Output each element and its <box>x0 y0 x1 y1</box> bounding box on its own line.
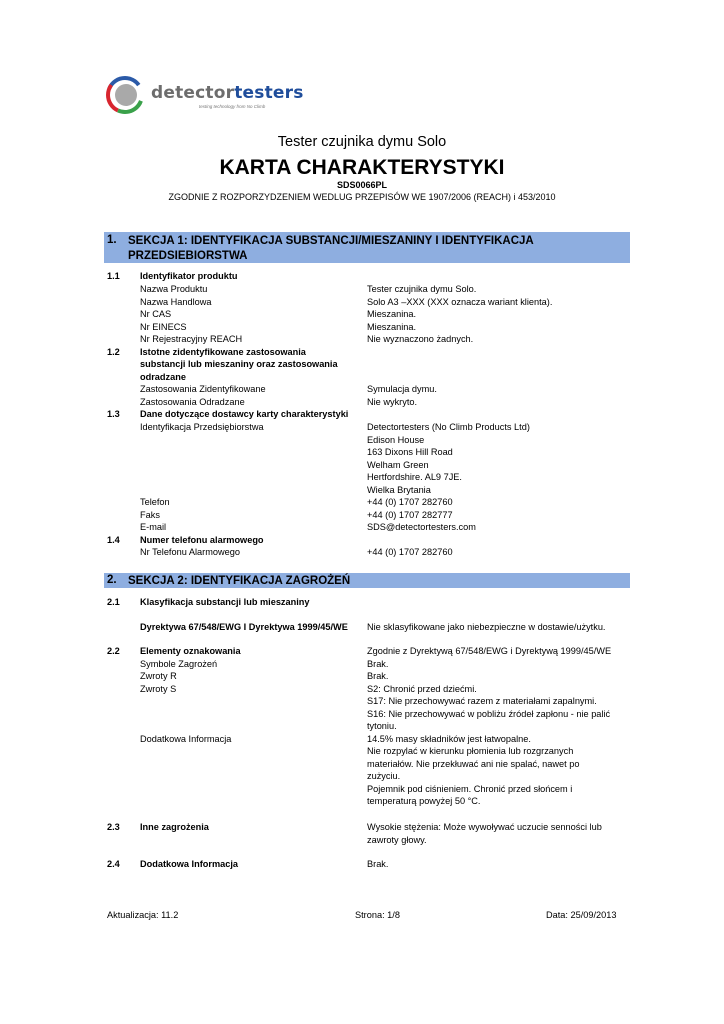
product-title: Tester czujnika dymu Solo <box>277 134 447 150</box>
address-line: Wielka Brytania <box>367 485 431 495</box>
field-label: Nr EINECS <box>140 322 187 332</box>
subsection-number: 2.3 <box>107 822 120 832</box>
section-2-header <box>104 573 630 588</box>
info-line: zawroty głowy. <box>367 835 427 845</box>
field-value: Brak. <box>367 659 389 669</box>
subsection-heading: odradzane <box>140 372 186 382</box>
subsection-number: 1.4 <box>107 535 120 545</box>
field-label: Nazwa Produktu <box>140 284 208 294</box>
info-line: Wysokie stężenia: Może wywoływać uczucie senności lub <box>367 822 602 832</box>
logo-tagline: testing technology from No Climb <box>199 104 266 109</box>
phrase-line: S2: Chronić przed dziećmi. <box>367 684 477 694</box>
footer-date: Data: 25/09/2013 <box>546 910 617 920</box>
info-line: Pojemnik pod ciśnieniem. Chronić przed słońcem i <box>367 784 573 794</box>
field-value: Nie wyznaczono żadnych. <box>367 334 474 344</box>
logo-wordmark: detectortesters <box>151 83 304 103</box>
phrase-line: S17: Nie przechowywać razem z materiałami zapalnymi. <box>367 696 597 706</box>
fax-value: +44 (0) 1707 282777 <box>367 510 453 520</box>
field-value: Nie sklasyfikowane jako niebezpieczne w dostawie/użytku. <box>367 622 606 632</box>
footer-page-number: Strona: 1/8 <box>355 910 400 920</box>
subsection-heading: Istotne zidentyfikowane zastosowania <box>140 347 306 357</box>
field-value: Nie wykryto. <box>367 397 418 407</box>
field-label: Nr CAS <box>140 309 172 319</box>
subsection-number: 1.1 <box>107 271 120 281</box>
address-line: 163 Dixons Hill Road <box>367 447 453 457</box>
phrase-line: tytoniu. <box>367 721 397 731</box>
field-label: Dyrektywa 67/548/EWG I Dyrektywa 1999/45/WE <box>140 622 348 632</box>
field-value: Zgodnie z Dyrektywą 67/548/EWG i Dyrektywą 1999/45/WE <box>367 646 612 656</box>
regulation-line: ZGODNIE Z ROZPORZYDZENIEM WEDLUG PRZEPISÓW WE 1907/2006 (REACH) i 453/2010 <box>168 192 556 202</box>
section-1-title: SEKCJA 1: IDENTYFIKACJA SUBSTANCJI/MIESZANINY I IDENTYFIKACJA PRZEDSIEBIORSTWA <box>128 235 534 262</box>
info-line: Nie rozpylać w kierunku płomienia lub rozgrzanych <box>367 746 574 756</box>
field-label: Zwroty S <box>140 684 177 694</box>
field-value: Tester czujnika dymu Solo. <box>367 284 477 294</box>
field-label: Faks <box>140 510 160 520</box>
info-line: zużyciu. <box>367 771 401 781</box>
subsection-heading: Inne zagrożenia <box>140 822 209 832</box>
document-code: SDS0066PL <box>336 180 388 190</box>
email-link[interactable]: SDS@detectortesters.com <box>367 522 476 532</box>
subsection-heading: Dane dotyczące dostawcy karty charakterystyki <box>140 409 349 419</box>
subsection-heading: Klasyfikacja substancji lub mieszaniny <box>140 597 310 607</box>
info-line: materiałów. Nie przekłuwać ani nie spalać, nawet po <box>367 759 580 769</box>
logo-mark-icon <box>104 72 150 118</box>
field-value: Brak. <box>367 671 389 681</box>
subsection-heading: substancji lub mieszaniny oraz zastosowania <box>140 359 338 369</box>
subsection-number: 2.2 <box>107 646 120 656</box>
section-2-title: SEKCJA 2: IDENTYFIKACJA ZAGROŻEŃ <box>128 575 351 587</box>
field-label: Telefon <box>140 497 170 507</box>
field-value: Symulacja dymu. <box>367 384 437 394</box>
address-line: Edison House <box>367 435 425 445</box>
subsection-number: 1.2 <box>107 347 120 357</box>
field-value: Solo A3 –XXX (XXX oznacza wariant klienta). <box>367 297 553 307</box>
field-label: Nr Telefonu Alarmowego <box>140 547 240 557</box>
info-line: temperaturą powyżej 50 °C. <box>367 796 481 806</box>
section-1-number: 1. <box>107 234 117 246</box>
field-value: Mieszanina. <box>367 309 417 319</box>
subsection-number: 2.1 <box>107 597 120 607</box>
address-line: Hertfordshire. AL9 7JE. <box>367 472 462 482</box>
field-label: E-mail <box>140 522 167 532</box>
section-1-header <box>104 232 630 263</box>
field-label: Dodatkowa Informacja <box>140 734 232 744</box>
field-label: Identyfikacja Przedsiębiorstwa <box>140 422 264 432</box>
field-value: Mieszanina. <box>367 322 417 332</box>
address-line: Welham Green <box>367 460 429 470</box>
subsection-heading: Numer telefonu alarmowego <box>140 535 264 545</box>
footer-revision: Aktualizacja: 11.2 <box>107 910 179 920</box>
field-label: Nr Rejestracyjny REACH <box>140 334 243 344</box>
field-label: Zwroty R <box>140 671 177 681</box>
phrase-line: S16: Nie przechowywać w pobliżu źródeł zapłonu - nie palić <box>367 709 611 719</box>
document-title: KARTA CHARAKTERYSTYKI <box>219 156 505 179</box>
field-label: Nazwa Handlowa <box>140 297 212 307</box>
subsection-heading: Elementy oznakowania <box>140 646 241 656</box>
subsection-heading: Identyfikator produktu <box>140 271 238 281</box>
phone-value: +44 (0) 1707 282760 <box>367 497 453 507</box>
field-label: Symbole Zagrożeń <box>140 659 218 669</box>
phone-value: +44 (0) 1707 282760 <box>367 547 453 557</box>
field-value: Brak. <box>367 859 389 869</box>
subsection-heading: Dodatkowa Informacja <box>140 859 239 869</box>
company-logo <box>104 72 304 118</box>
section-2-number: 2. <box>107 574 117 586</box>
info-line: 14.5% masy składników jest łatwopalne. <box>367 734 531 744</box>
address-line: Detectortesters (No Climb Products Ltd) <box>367 422 530 432</box>
subsection-number: 1.3 <box>107 409 120 419</box>
field-label: Zastosowania Odradzane <box>140 397 245 407</box>
field-label: Zastosowania Zidentyfikowane <box>140 384 266 394</box>
subsection-number: 2.4 <box>107 859 120 869</box>
